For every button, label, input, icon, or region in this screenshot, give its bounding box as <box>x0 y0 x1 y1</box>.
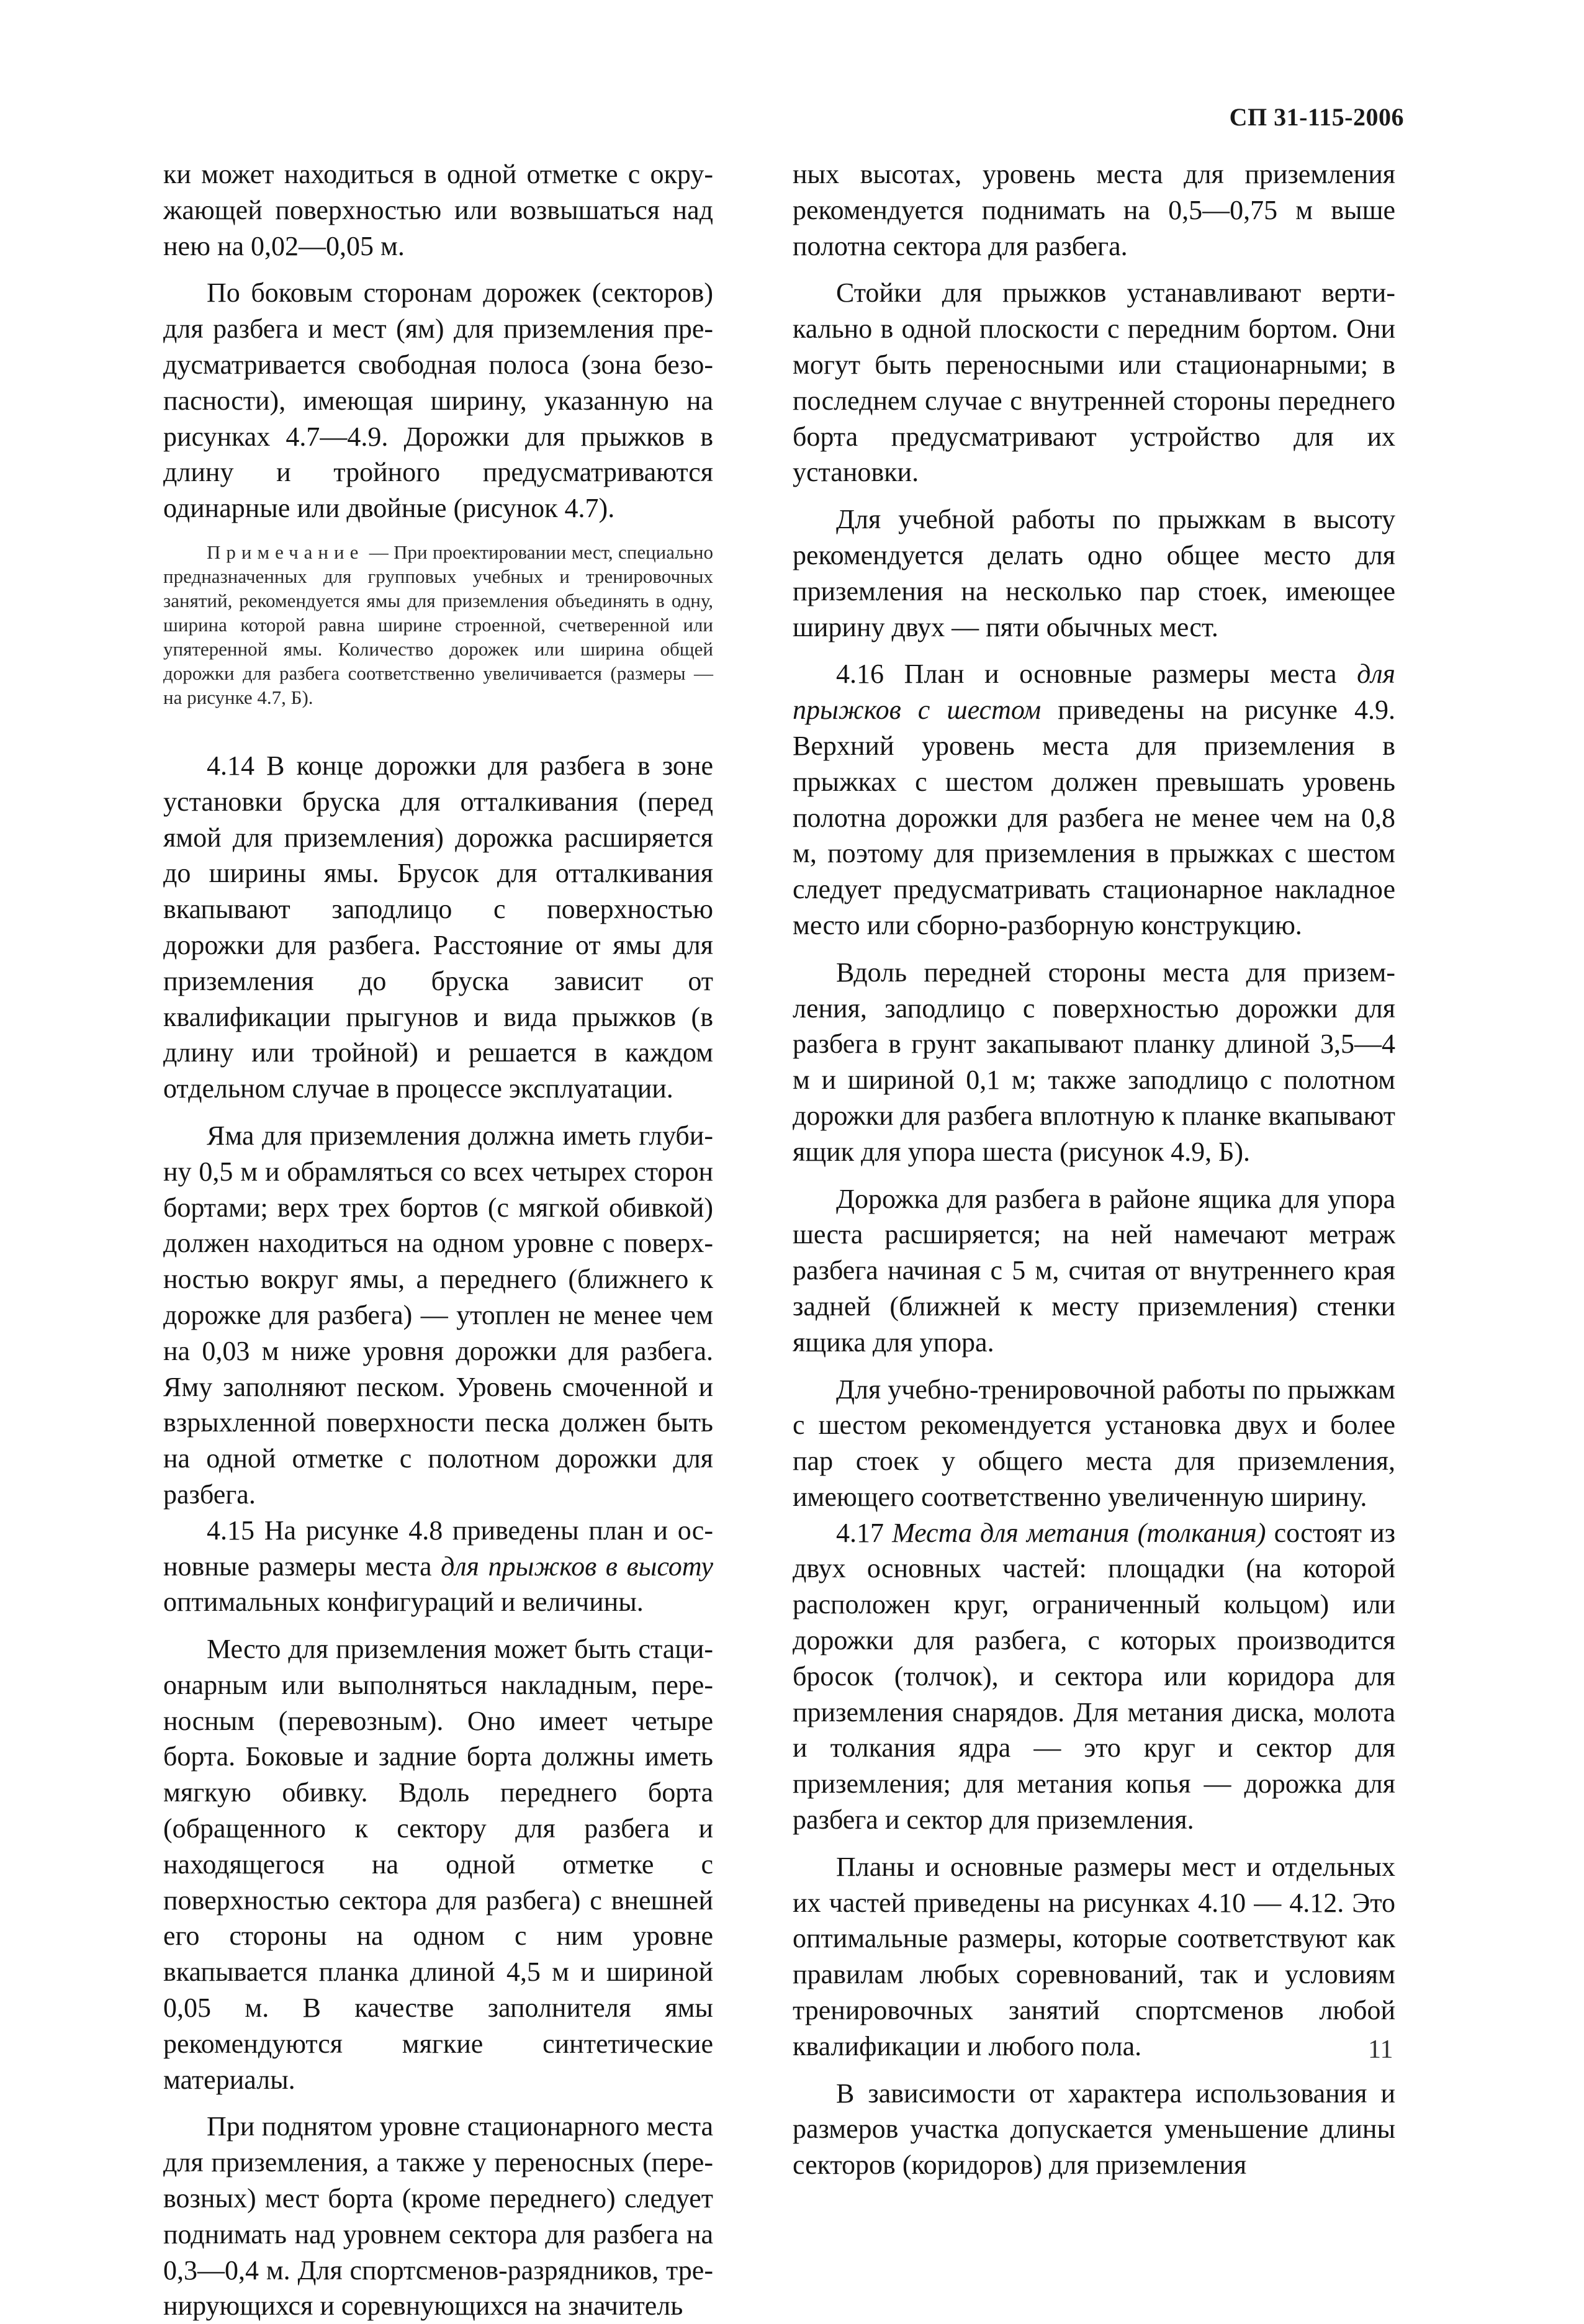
paragraph-4-15-start: 4.15 На рисунке 4.8 приведены план и основные размеры места <box>163 1515 713 1582</box>
paragraph-continuation-right: ных высотах, уровень места для приземления рекомендуется поднимать на 0,5—0,75 м выше полотна сектора для разбега. <box>793 159 1395 261</box>
paragraph-raised-level: При поднятом уровне стационарного места для приземления, а также у переносных (перевозных) мест борта (кроме переднего) следует поднимать над уровнем сектора для разбега на 0,3—0,4 м. Для спортсменов-разрядников, тренирующихся и соревнующихся на значитель <box>163 2111 713 2322</box>
paragraph-4-15-end: оптимальных конфигураций и величины. <box>163 1587 644 1618</box>
paragraph-depending: В зависимости от характера использования и размеров участка допускается уменьшение длины секторов (коридоров) для приземления <box>793 2078 1395 2181</box>
note-text: — При проектировании мест, специально предназначенных для групповых учебных и тренировочных занятий, рекомендуется ямы для приземления объединять в одну, ширина которой равна ширине строенной, счетверенной или упятеренной ямы. Количество дорожек или ширина общей дорожки для разбега соответственно увеличивается (размеры — на рисунке 4.7, Б). <box>163 541 713 708</box>
note-label: Примечание <box>207 541 364 563</box>
paragraph-landing-place: Место для приземления может быть стационарным или выполняться накладным, переносным (перевозным). Оно имеет четыре борта. Боковые и задние борта должны иметь мягкую обивку. Вдоль переднего борта (обращенного к сектору для разбега и находящегося на одной отметке с поверхностью сектора для разбега) с внешней его стороны на одном с ним уровне вкапывается планка длиной 4,5 м и шириной 0,05 м. В качестве заполнителя ямы рекомендуются мягкие синтетические материалы. <box>163 1634 713 2095</box>
right-text-column <box>793 156 1395 2183</box>
paragraph-4-16-start: 4.16 План и основные размеры места <box>836 659 1357 690</box>
paragraph-group-training: Для учебно-тренировочной работы по прыжкам с шестом рекомендуется установка двух и более пар стоек у общего места для приземления, имеющего соответственно увеличенную ширину. <box>793 1374 1395 1512</box>
paragraph-4-16-italic: для прыжков с шестом <box>793 659 1395 726</box>
paragraph-4-16-end: приведены на рисунке 4.9. Верхний уровень места для приземления в прыжках с шестом должен превышать уровень полотна дорожки для разбега не менее чем на 0,8 м, поэтому для приземления в прыжках с шестом следует предусматривать стационарное накладное место или сборно-разборную конструкцию. <box>793 695 1395 940</box>
paragraph-training: Для учебной работы по прыжкам в высоту рекомендуется делать одно общее место для приземления на несколько пар стоек, имеющее ширину двух — пяти обычных мест. <box>793 504 1395 642</box>
paragraph-landing-pit: Яма для приземления должна иметь глубину 0,5 м и обрамляться со всех четырех сторон бортами; верх трех бортов (с мягкой обивкой) должен находиться на одном уровне с поверхностью вокруг ямы, а переднего (ближнего к дорожке для разбега) — утоплен не менее чем на 0,03 м ниже уровня дорожки для разбега. Яму заполняют песком. Уровень смоченной и взрыхленной поверхности песка должен быть на одной отметке с полотном дорожки для разбега. <box>163 1120 713 1510</box>
note-paragraph <box>163 540 713 709</box>
paragraph-runway-widen: Дорожка для разбега в районе ящика для упора шеста расширяется; на ней намечают метраж разбега начиная с 5 м, считая от внутреннего края задней (ближней к месту приземления) стенки ящика для упора. <box>793 1183 1395 1358</box>
paragraph-4-14: 4.14 В конце дорожки для разбега в зоне установки бруска для отталкивания (перед ямой для приземления) дорожка расширяется до ширины ямы. Брусок для отталкивания вкапывают заподлицо с поверхностью дорожки для разбега. Расстояние от ямы для приземления до бруска зависит от квалификации прыгунов и вида прыжков (в длину или тройной) и решается в каждом отдельном случае в процессе эксплуатации. <box>163 750 713 1104</box>
paragraph-4-15-italic: для прыжков в высоту <box>441 1551 713 1582</box>
paragraph-4-17-italic: Места для метания (толкания) <box>892 1517 1266 1548</box>
paragraph-4-16 <box>793 656 1395 943</box>
paragraph-4-15 <box>163 1513 713 1620</box>
paragraph-4-17 <box>793 1515 1395 1838</box>
paragraph-stands: Стойки для прыжков устанавливают вертикально в одной плоскости с передним бортом. Они могут быть переносными или стационарными; в последнем случае с внутренней стороны переднего борта предусматривают устройство для их установки. <box>793 277 1395 488</box>
paragraph-4-17-end: состоят из двух основных частей: площадки (на которой расположен круг, ограниченный кольцом) или дорожки для разбега, с которых производится бросок (толчок), и сектора или коридора для приземления снарядов. Для метания диска, молота и толкания ядра — это круг и сектор для приземления; для метания копья — дорожка для разбега и сектор для приземления. <box>793 1517 1396 1835</box>
document-code-header: СП 31-115-2006 <box>1229 103 1404 131</box>
paragraph-safety-zone: По боковым сторонам дорожек (секторов) для разбега и мест (ям) для приземления предусматривается свободная полоса (зона безопасности), имеющая ширину, указанную на рисунках 4.7—4.9. Дорожки для прыжков в длину и тройного предусматриваются одинарные или двойные (рисунок 4.7). <box>163 277 713 524</box>
left-text-column <box>163 156 713 2324</box>
paragraph-continuation: ки может находиться в одной отметке с окружающей поверхностью или возвышаться над нею на 0,02—0,05 м. <box>163 159 713 261</box>
paragraph-front-side: Вдоль передней стороны места для приземления, заподлицо с поверхностью дорожки для разбега в грунт закапывают планку длиной 3,5—4 м и шириной 0,1 м; также заподлицо с полотном дорожки для разбега вплотную к планке вкапывают ящик для упора шеста (рисунок 4.9, Б). <box>793 957 1395 1167</box>
paragraph-4-17-number: 4.17 <box>836 1517 893 1548</box>
page-number: 11 <box>1368 2035 1393 2064</box>
paragraph-plans: Планы и основные размеры мест и отдельных их частей приведены на рисунках 4.10 — 4.12. Это оптимальные размеры, которые соответствуют как правилам любых соревнований, так и условиям тренировочных занятий спортсменов любой квалификации и любого пола. <box>793 1851 1395 2061</box>
